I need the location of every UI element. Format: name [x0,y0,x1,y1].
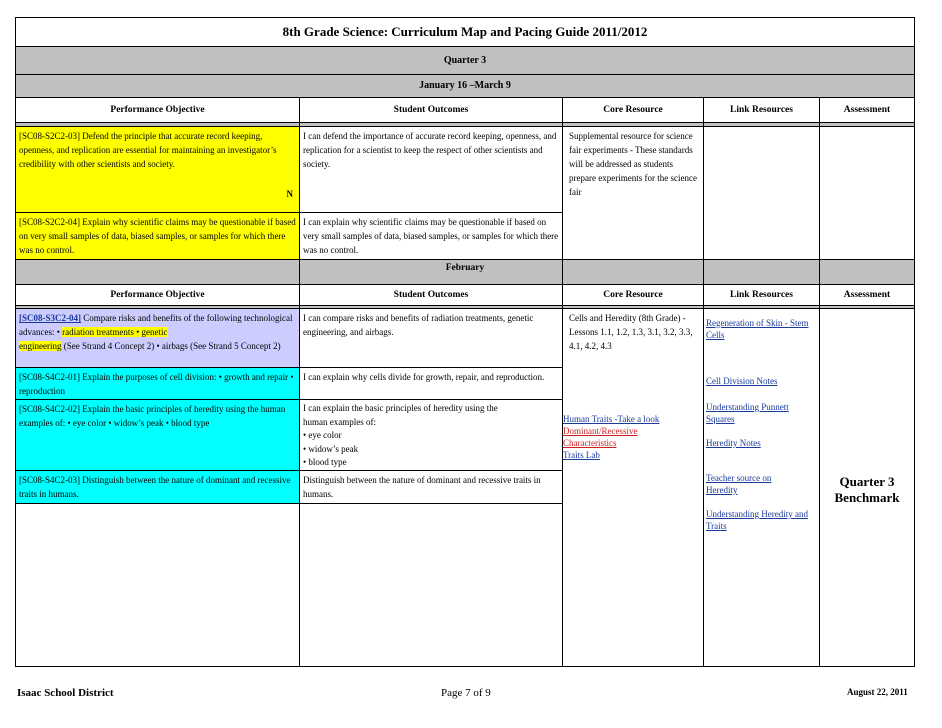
objective-sc08-s2c2-03: [SC08-S2C2-03] Defend the principle that accurate record keeping, openness, and replication are essential for maintaining an investigator’s credibility with other scientists and society. N [16,127,299,212]
link-traits-lab[interactable]: Traits Lab [563,450,600,460]
core-resource-cells-heredity: Cells and Heredity (8th Grade) - Lessons 1.1, 1.2, 1.3, 3.1, 3.2, 3.3, 4.1, 4.2, 4.3 [569,313,693,351]
col-header-assessment: Assessment [843,105,891,115]
link-teacher-source-heredity[interactable]: Teacher source on Heredity [706,473,772,495]
objective-sc08-s4c2-02: [SC08-S4C2-02] Explain the basic principles of heredity using the human examples of: • eye color • widow’s peak • blood type [16,400,299,470]
col-header-assessment-2: Assessment [843,290,891,300]
outcome-s2-r1: I can compare risks and benefits of radiation treatments, genetic engineering, and airbags. [303,313,534,337]
col-header-outcomes-2: Student Outcomes [393,290,469,300]
outcome-s2-r2: I can explain why cells divide for growth, repair, and reproduction. [303,372,545,382]
marker-n: N [286,189,293,199]
month-banner-february: February [16,260,914,284]
objective-sc08-s4c2-03: [SC08-S4C2-03] Distinguish between the nature of dominant and recessive traits in humans. [16,471,299,503]
link-understanding-heredity-traits[interactable]: Understanding Heredity and Traits [706,509,808,531]
curriculum-table [15,17,915,667]
quarter-banner: Quarter 3 [16,47,914,74]
col-header-core: Core Resource [603,105,663,115]
highlight-radiation-genetic: radiation treatments • genetic [62,327,168,337]
col-header-objective-2: Performance Objective [110,290,205,300]
col-header-core-2: Core Resource [603,290,663,300]
outcome-s1-r1: I can defend the importance of accurate record keeping, openness, and replication for a scientist to keep the respect of other scientists and society. [303,131,557,169]
link-regeneration-stem-cells[interactable]: Regeneration of Skin - Stem Cells [706,318,809,340]
objective-sc08-s3c2-04: [SC08-S3C2-04] Compare risks and benefits of the following technological advances: • radiation treatments • genetic engineering (See Strand 4 Concept 2) • airbags (See Strand 5 Concept 2) [16,309,299,367]
standard-code-link[interactable]: [SC08-S3C2-04] [19,313,81,323]
objective-sc08-s4c2-01: [SC08-S4C2-01] Explain the purposes of cell division: • growth and repair • reproduction [16,368,299,399]
footer-page-number: Page 7 of 9 [441,687,491,699]
objective-sc08-s2c2-04: [SC08-S2C2-04] Explain why scientific claims may be questionable if based on very small samples of data, biased samples, or samples for which there was no control. [16,213,299,259]
col-header-links-2: Link Resources [730,290,793,300]
link-heredity-notes[interactable]: Heredity Notes [706,438,761,448]
link-dominant-recessive[interactable]: Dominant/Recessive Characteristics [563,426,638,448]
core-resource-science-fair: Supplemental resource for science fair experiments - These standards will be addressed as students prepare experiments for the science fair [569,131,697,197]
link-punnett-squares[interactable]: Understanding Punnett Squares [706,402,789,424]
highlight-engineering: engineering [19,341,62,351]
footer-date: August 22, 2011 [847,687,908,697]
col-header-outcomes: Student Outcomes [393,105,469,115]
col-header-links: Link Resources [730,105,793,115]
link-cell-division-notes[interactable]: Cell Division Notes [706,376,778,386]
col-header-objective: Performance Objective [110,105,205,115]
date-range-banner: January 16 –March 9 [16,75,914,97]
footer-district: Isaac School District [17,687,114,699]
outcome-s1-r2: I can explain why scientific claims may be questionable if based on very small samples of data, biased samples, or samples for which there was no control. [303,217,559,255]
page-title: 8th Grade Science: Curriculum Map and Pacing Guide 2011/2012 [282,24,648,39]
outcome-s2-r4: Distinguish between the nature of dominant and recessive traits in humans. [303,475,541,499]
assessment-quarter3-benchmark: Quarter 3 Benchmark [834,474,900,505]
outcome-s2-r3: I can explain the basic principles of heredity using the human examples of: • eye color • widow’s peak • blood type [303,403,498,467]
link-human-traits[interactable]: Human Traits -Take a look [563,414,660,424]
